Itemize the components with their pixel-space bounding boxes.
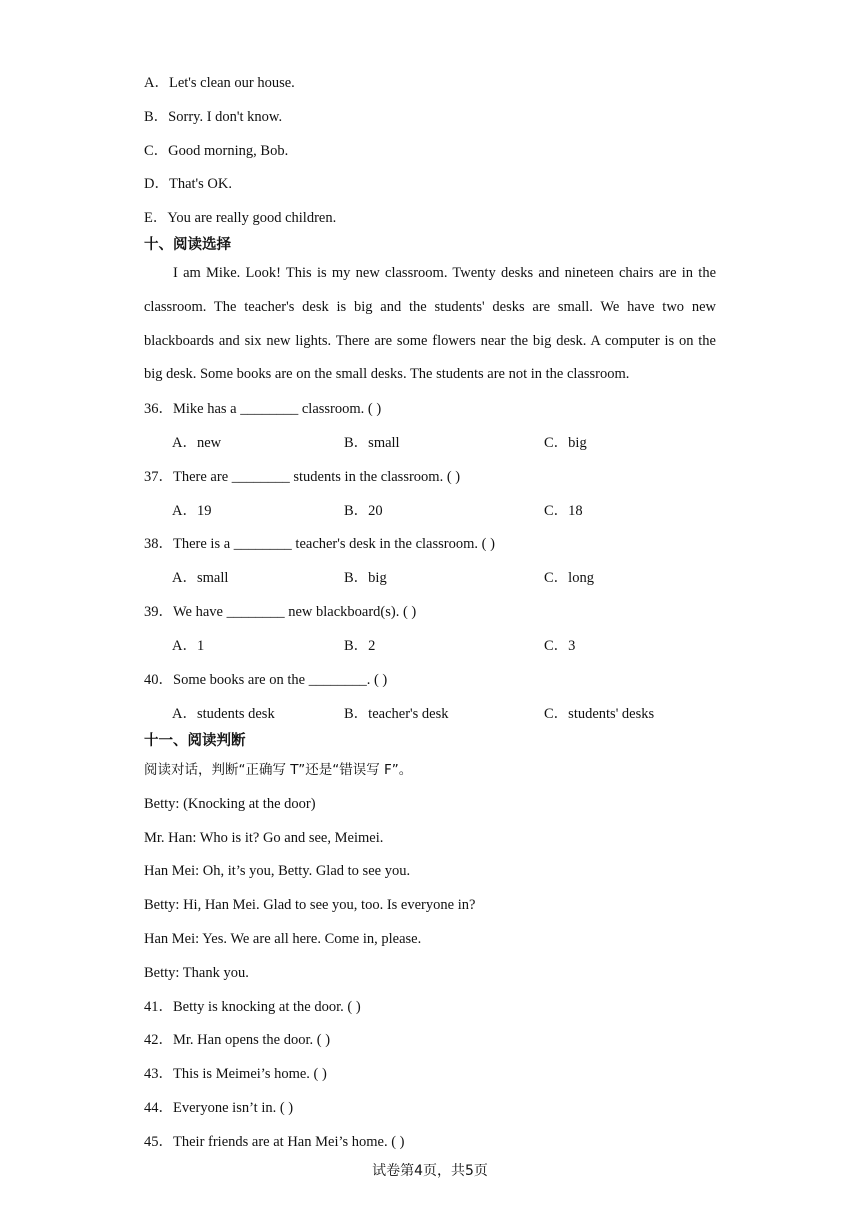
option-line: E．You are really good children. [144, 210, 337, 226]
choice-c: C．students' desks [544, 706, 655, 722]
choice-c: C．big [544, 435, 587, 451]
dialogue-line: Han Mei: Yes. We are all here. Come in, please. [144, 931, 422, 947]
question-36: 36．Mike has a ________ classroom. ( ) [144, 401, 382, 417]
statement-44: 44．Everyone isn’t in. ( ) [144, 1100, 294, 1116]
dialogue-line: Betty: Hi, Han Mei. Glad to see you, too. Is everyone in? [144, 897, 476, 913]
choice-a: A．1 [172, 638, 205, 654]
choice-b: B．teacher's desk [344, 706, 449, 722]
choice-c: C．3 [544, 638, 576, 654]
statement-43: 43．This is Meimei’s home. ( ) [144, 1066, 327, 1082]
dialogue-line: Han Mei: Oh, it’s you, Betty. Glad to see you. [144, 863, 411, 879]
choice-b: B．small [344, 435, 400, 451]
dialogue-line: Betty: Thank you. [144, 965, 249, 981]
choice-b: B．2 [344, 638, 376, 654]
question-39: 39．We have ________ new blackboard(s). ( ) [144, 604, 417, 620]
section-heading: 十、阅读选择 [144, 237, 231, 253]
dialogue-line: Betty: (Knocking at the door) [144, 796, 316, 812]
dialogue-line: Mr. Han: Who is it? Go and see, Meimei. [144, 830, 384, 846]
statement-42: 42．Mr. Han opens the door. ( ) [144, 1032, 331, 1048]
option-line: A．Let's clean our house. [144, 75, 295, 91]
choice-b: B．20 [344, 503, 383, 519]
statement-41: 41．Betty is knocking at the door. ( ) [144, 999, 361, 1015]
instruction-text: 阅读对话，判断“正确写 T”还是“错误写 F”。 [144, 762, 413, 778]
statement-45: 45．Their friends are at Han Mei’s home. ( ) [144, 1134, 405, 1150]
question-40: 40．Some books are on the ________. ( ) [144, 672, 388, 688]
reading-passage: I am Mike. Look! This is my new classroom. Twenty desks and nineteen chairs are in the classroom. The teacher's desk is big and the students' desks are small. We have two new blackboards and six new lights. There are some flowers near the big desk. A computer is on the big desk. Some books are on the small desks. The students are not in the classroom. [144, 265, 716, 383]
choice-b: B．big [344, 570, 387, 586]
choice-c: C．long [544, 570, 594, 586]
question-37: 37．There are ________ students in the classroom. ( ) [144, 469, 461, 485]
option-line: D．That's OK. [144, 176, 232, 192]
question-38: 38．There is a ________ teacher's desk in the classroom. ( ) [144, 536, 495, 552]
choice-a: A．students desk [172, 706, 275, 722]
option-line: B．Sorry. I don't know. [144, 109, 283, 125]
choice-c: C．18 [544, 503, 583, 519]
choice-a: A．new [172, 435, 222, 451]
page-footer: 试卷第4页，共5页 [372, 1163, 488, 1179]
choice-a: A．19 [172, 503, 212, 519]
choice-a: A．small [172, 570, 229, 586]
option-line: C．Good morning, Bob. [144, 143, 289, 159]
section-heading: 十一、阅读判断 [144, 733, 246, 749]
